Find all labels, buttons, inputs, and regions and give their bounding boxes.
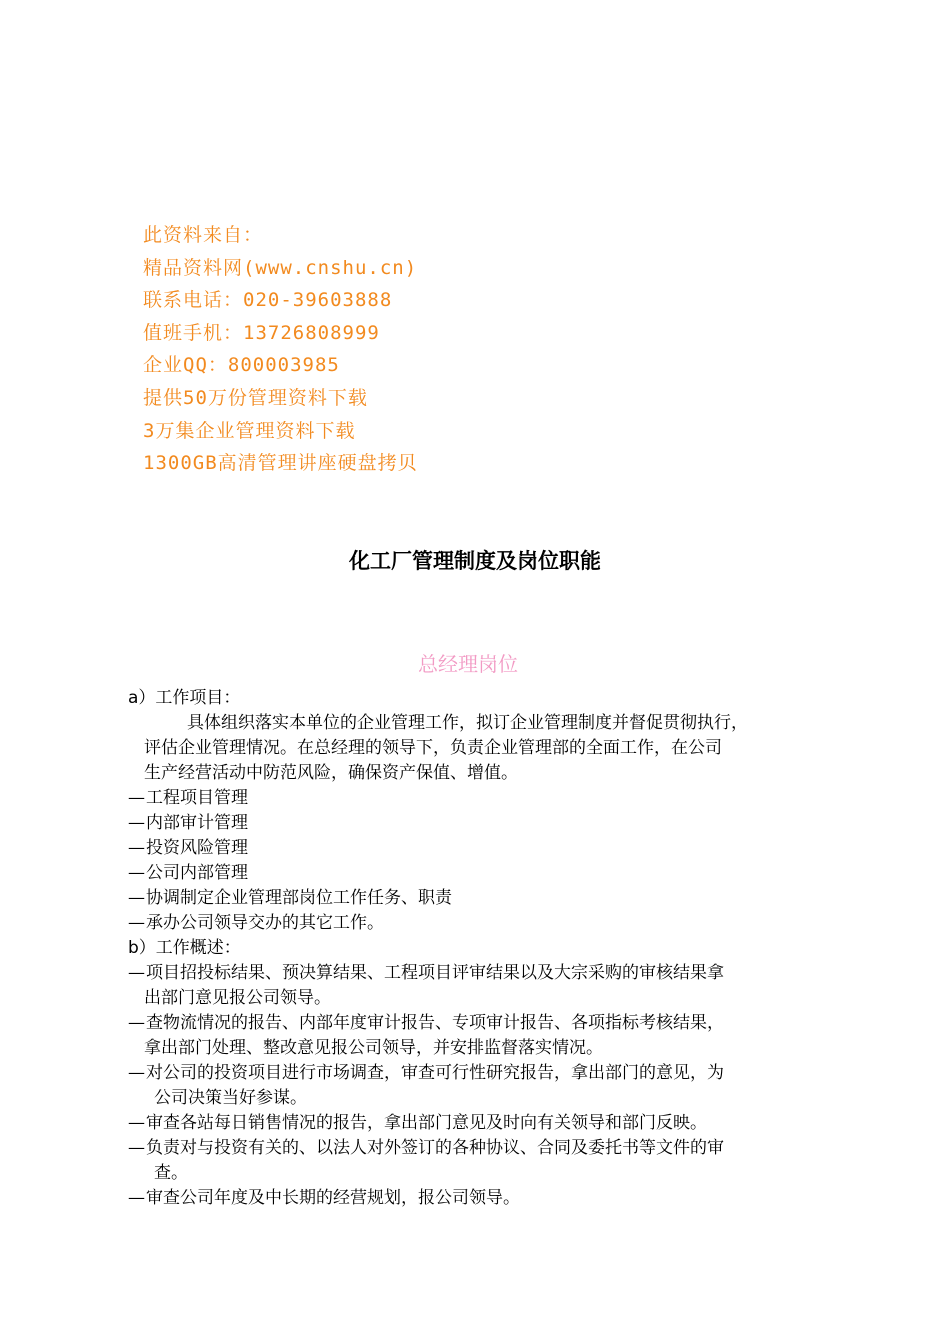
- dash-bullet: —: [128, 838, 143, 858]
- list-item-text: 查物流情况的报告、内部年度审计报告、专项审计报告、各项指标考核结果，: [146, 1013, 724, 1033]
- dash-bullet: —: [128, 1188, 143, 1208]
- list-item-text: 承办公司领导交办的其它工作。: [146, 913, 384, 933]
- paragraph-line: 评估企业管理情况。在总经理的领导下，负责企业管理部的全面工作，在公司: [144, 738, 722, 758]
- list-item-text: 审查各站每日销售情况的报告，拿出部门意见及时向有关领导和部门反映。: [146, 1113, 707, 1133]
- source-notice-line: 精品资料网(www.cnshu.cn): [143, 256, 418, 279]
- list-item-text: 工程项目管理: [146, 788, 248, 808]
- list-item: [128, 786, 828, 811]
- dash-bullet: —: [128, 1063, 143, 1083]
- dash-bullet: —: [128, 813, 143, 833]
- list-item-text: 公司内部管理: [146, 863, 248, 883]
- list-item: [128, 961, 828, 986]
- list-item-continuation: 拿出部门处理、整改意见报公司领导，并安排监督落实情况。: [144, 1038, 603, 1058]
- list-item: [128, 836, 828, 861]
- dash-bullet: —: [128, 1013, 143, 1033]
- list-item-text: 项目招投标结果、预决算结果、工程项目评审结果以及大宗采购的审核结果拿: [146, 963, 724, 983]
- list-item-text: 协调制定企业管理部岗位工作任务、职责: [146, 888, 452, 908]
- dash-bullet: —: [128, 913, 143, 933]
- dash-bullet: —: [128, 788, 143, 808]
- dash-bullet: —: [128, 863, 143, 883]
- list-item: [128, 1186, 828, 1211]
- dash-bullet: —: [128, 963, 143, 983]
- source-notice-line: 值班手机：13726808999: [143, 321, 380, 344]
- source-notice: [143, 219, 418, 480]
- list-item: [128, 1111, 828, 1136]
- list-item: [128, 1011, 828, 1036]
- source-notice-line: 企业QQ：800003985: [143, 354, 340, 377]
- list-item: [128, 861, 828, 886]
- list-item: [128, 811, 828, 836]
- list-item-continuation: 查。: [154, 1163, 188, 1183]
- list-item: [128, 1136, 828, 1161]
- list-item: [128, 1061, 828, 1086]
- list-item-text: 审查公司年度及中长期的经营规划，报公司领导。: [146, 1188, 520, 1208]
- dash-bullet: —: [128, 1138, 143, 1158]
- part-b-heading: b）工作概述：: [128, 938, 241, 958]
- section-title: 总经理岗位: [418, 652, 518, 676]
- dash-bullet: —: [128, 888, 143, 908]
- document-body: [128, 686, 828, 1211]
- source-notice-line: 1300GB高清管理讲座硬盘拷贝: [143, 452, 418, 475]
- source-notice-line: 3万集企业管理资料下载: [143, 419, 356, 442]
- paragraph-line: 具体组织落实本单位的企业管理工作，拟订企业管理制度并督促贯彻执行，: [187, 713, 748, 733]
- list-item: [128, 886, 828, 911]
- list-item: [128, 911, 828, 936]
- document-title: 化工厂管理制度及岗位职能: [349, 549, 601, 573]
- source-notice-line: 联系电话：020-39603888: [143, 289, 393, 312]
- list-item-text: 对公司的投资项目进行市场调查，审查可行性研究报告，拿出部门的意见，为: [146, 1063, 724, 1083]
- list-item-text: 内部审计管理: [146, 813, 248, 833]
- part-a-heading: a）工作项目：: [128, 688, 241, 708]
- list-item-continuation: 出部门意见报公司领导。: [144, 988, 331, 1008]
- list-item-continuation: 公司决策当好参谋。: [154, 1088, 307, 1108]
- paragraph-line: 生产经营活动中防范风险，确保资产保值、增值。: [144, 763, 518, 783]
- list-item-text: 负责对与投资有关的、以法人对外签订的各种协议、合同及委托书等文件的审: [146, 1138, 724, 1158]
- source-notice-line: 提供50万份管理资料下载: [143, 386, 368, 409]
- dash-bullet: —: [128, 1113, 143, 1133]
- source-notice-line: 此资料来自：: [143, 224, 264, 246]
- list-item-text: 投资风险管理: [146, 838, 248, 858]
